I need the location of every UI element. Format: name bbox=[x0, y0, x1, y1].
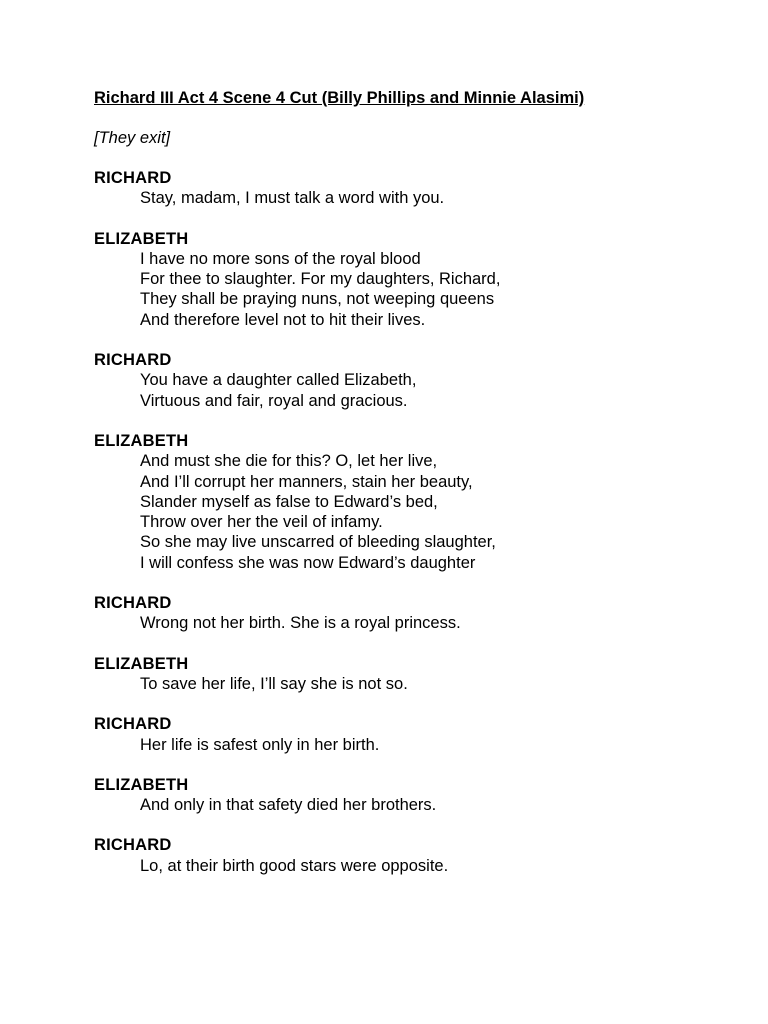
speech-block bbox=[94, 229, 714, 330]
speech-block bbox=[94, 714, 714, 755]
speech-lines bbox=[140, 856, 714, 876]
speech-lines bbox=[140, 795, 714, 815]
speech-lines bbox=[140, 188, 714, 208]
speech-line: So she may live unscarred of bleeding slaughter, bbox=[140, 533, 496, 552]
speech-line: And therefore level not to hit their lives. bbox=[140, 310, 426, 329]
speaker-name: RICHARD bbox=[94, 836, 172, 855]
speech-line: To save her life, I’ll say she is not so. bbox=[140, 674, 408, 693]
speech-list bbox=[94, 168, 714, 876]
speech-line: Her life is safest only in her birth. bbox=[140, 735, 380, 754]
speech-line: Lo, at their birth good stars were opposite. bbox=[140, 856, 449, 875]
speech-block bbox=[94, 350, 714, 411]
speech-block bbox=[94, 835, 714, 876]
speech-block bbox=[94, 168, 714, 209]
document-page bbox=[94, 88, 714, 876]
speaker-name: ELIZABETH bbox=[94, 431, 189, 450]
speech-block bbox=[94, 431, 714, 573]
speech-lines bbox=[140, 451, 714, 573]
speaker-name: RICHARD bbox=[94, 169, 172, 187]
speech-line: Wrong not her birth. She is a royal princess. bbox=[140, 614, 461, 633]
speech-block bbox=[94, 593, 714, 634]
speech-line: I will confess she was now Edward’s daughter bbox=[140, 553, 476, 572]
speech-lines bbox=[140, 613, 714, 633]
speech-line: Virtuous and fair, royal and gracious. bbox=[140, 391, 408, 410]
speech-line: Throw over her the veil of infamy. bbox=[140, 513, 383, 532]
speech-line: You have a daughter called Elizabeth, bbox=[140, 371, 417, 390]
speech-lines bbox=[140, 370, 714, 411]
speech-line: And must she die for this? O, let her live, bbox=[140, 452, 438, 471]
speech-block bbox=[94, 775, 714, 816]
speech-line: I have no more sons of the royal blood bbox=[140, 249, 421, 268]
speaker-name: ELIZABETH bbox=[94, 654, 189, 673]
speech-lines bbox=[140, 674, 714, 694]
speech-line: For thee to slaughter. For my daughters, Richard, bbox=[140, 270, 501, 289]
stage-direction: [They exit] bbox=[94, 129, 171, 147]
document-title: Richard III Act 4 Scene 4 Cut (Billy Phillips and Minnie Alasimi) bbox=[94, 89, 585, 107]
speaker-name: ELIZABETH bbox=[94, 775, 189, 794]
speaker-name: ELIZABETH bbox=[94, 229, 189, 248]
speaker-name: RICHARD bbox=[94, 594, 172, 613]
speech-block bbox=[94, 654, 714, 695]
speech-line: They shall be praying nuns, not weeping queens bbox=[140, 290, 495, 309]
speech-line: Stay, madam, I must talk a word with you. bbox=[140, 189, 445, 208]
speaker-name: RICHARD bbox=[94, 715, 172, 734]
speech-line: And I’ll corrupt her manners, stain her beauty, bbox=[140, 472, 473, 491]
speech-line: Slander myself as false to Edward’s bed, bbox=[140, 492, 438, 511]
speech-lines bbox=[140, 735, 714, 755]
speech-line: And only in that safety died her brothers. bbox=[140, 796, 437, 815]
speech-lines bbox=[140, 249, 714, 330]
speaker-name: RICHARD bbox=[94, 351, 172, 370]
